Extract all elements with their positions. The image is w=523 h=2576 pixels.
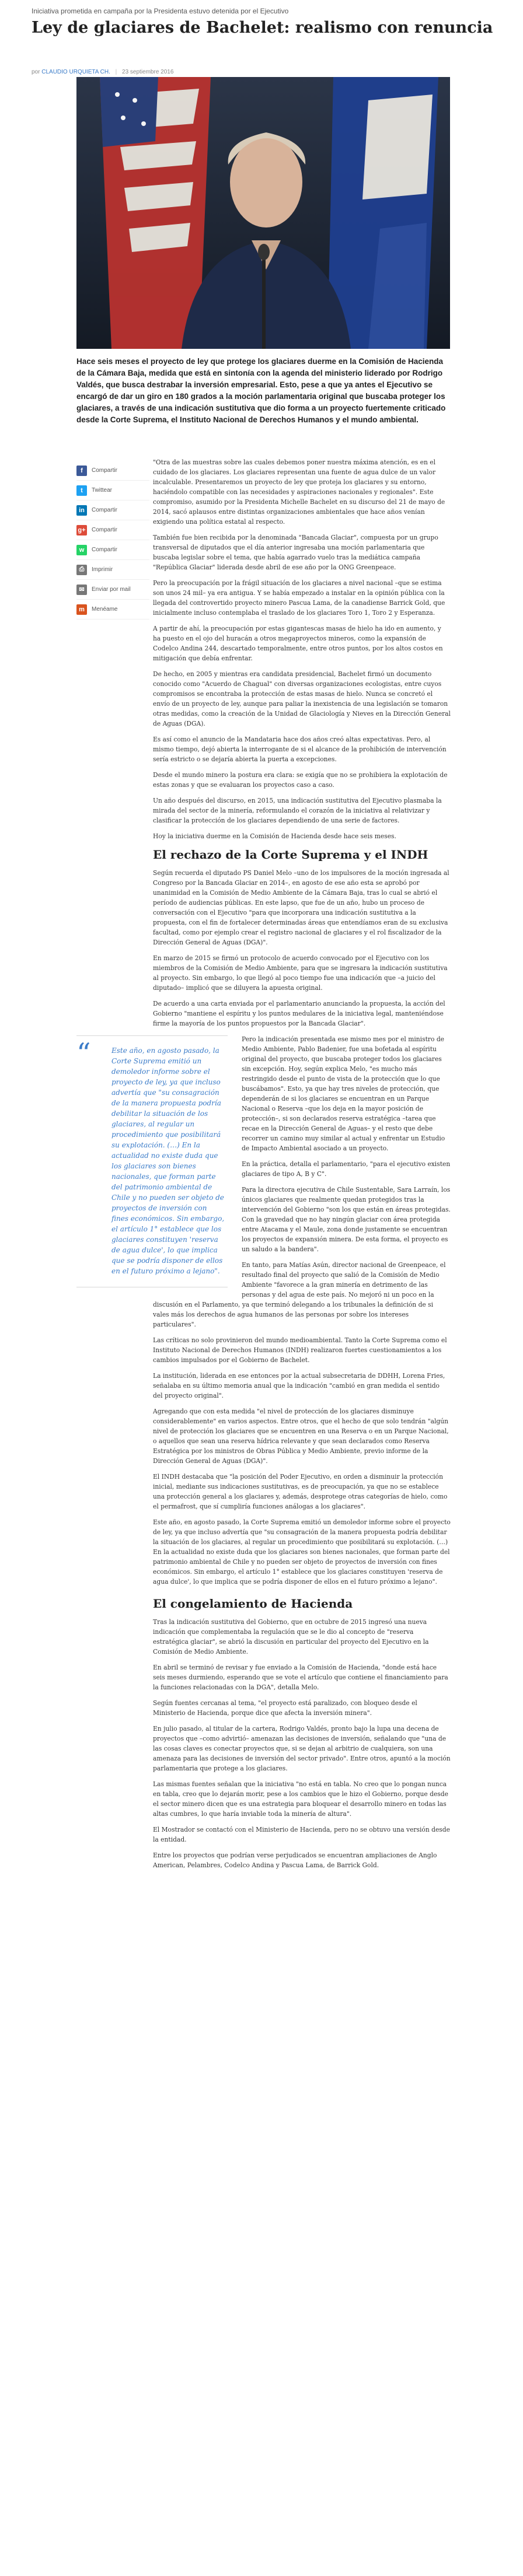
share-label: Compartir	[92, 527, 117, 533]
section-heading-corte: El rechazo de la Corte Suprema y el INDH	[153, 848, 428, 862]
paragraph: En tanto, para Matías Asún, director nacional de Greenpeace, el resultado final del proyecto que salió de la Comisión de Medio Ambiente "favorece a la gran minería en detrimento de las personas y del agua de este país. No mejoró ni un poco en la discusión en el Parlamento, ya que terminó delegando a los tribunales la definición de si vales más los derechos de agua humanos de las personas por sobre los intereses particulares".	[153, 1261, 446, 1328]
paragraph: En marzo de 2015 se firmó un protocolo de acuerdo convocado por el Ejecutivo con los miembros de la Comisión de Medio Ambiente, para que se ingresara la indicación sustitutiva al proyecto. Sin embargo, lo que llegó al poco tiempo fue una indicación que –a juicio del diputado– implicó que se diluyera la apuesta original.	[153, 954, 448, 992]
linkedin-icon: in	[76, 505, 87, 516]
pull-quote	[76, 1035, 228, 1287]
paragraph: Pero la preocupación por la frágil situación de los glaciares a nivel nacional –que se estima son unos 24 mil– ya era antigua. Y se había empezado a instalar en la opinión pública con la llegada del controvertido proyecto minero Pascua Lama, de la canadiense Barrick Gold, que inicialmente incluso contemplaba el traslado de los glaciares Toro 1, Toro 2 y Esperanza.	[153, 579, 445, 617]
share-button-googleplus[interactable]	[76, 520, 149, 540]
paragraph: Las mismas fuentes señalan que la iniciativa "no está en tabla. No creo que lo pongan nunca en tabla, creo que lo dejarán morir, pese a los cambios que le hizo el Gobierno, porque desde el sector minero dicen que es una estrategia para bloquear el desarrollo minero en todas las altas cumbres, lo que haría inviable toda la minería de altura".	[153, 1780, 448, 1818]
paragraph: En julio pasado, al titular de la cartera, Rodrigo Valdés, pronto bajo la lupa una decena de proyectos que –como advirtió– amenazan las decisiones de inversión, señalando que "una de las cosas claves es conectar proyectos que, si se dejan al arbitrio de cualquiera, son una amenaza para las decisiones de inversión del sector privado". Entre otros, apuntó a la moción parlamentaria que protege a los glaciares.	[153, 1725, 451, 1772]
share-sidebar	[76, 461, 149, 620]
paragraph: Tras la indicación sustitutiva del Gobierno, que en octubre de 2015 ingresó una nueva indicación que complementaba la regulación que se le dio al concepto de "reserva estratégica glaciar", se abrió la discusión en particular del proyecto del Ejecutivo en la Comisión de Medio Ambiente.	[153, 1618, 429, 1656]
paragraph: Es así como el anuncio de la Mandataria hace dos años creó altas expectativas. Pero, al mismo tiempo, dejó abierta la interrogante de si el alcance de la prohibición de intervención sería estricto o se dejaría abierta la puerta a excepciones.	[153, 736, 447, 763]
share-label: Menéame	[92, 606, 118, 612]
paragraph: En la práctica, detalla el parlamentario, "para el ejecutivo existen glaciares de tipo A, B y C".	[242, 1160, 451, 1178]
share-button-mail[interactable]	[76, 580, 149, 600]
paragraph: La institución, liderada en ese entonces por la actual subsecretaria de DDHH, Lorena Fries, señalaba en su último memoria anual que la indicación "cambió en gran medida el sentido del proyecto original".	[153, 1372, 445, 1399]
share-label: Twittear	[92, 487, 113, 494]
section-corte-top	[153, 868, 451, 1028]
share-label: Imprimir	[92, 566, 113, 573]
paragraph: También fue bien recibida por la denominada "Bancada Glaciar", compuesta por un grupo transversal de diputados que el día anterior ingresaba una moción parlamentaria que buscaba legislar sobre el tema, que había agarrado vuelo tras la mediática campaña "República Glaciar" liderada desde abril de ese año por la ONG Greenpeace.	[153, 534, 438, 571]
share-label: Compartir	[92, 507, 117, 513]
meneame-icon: m	[76, 604, 87, 615]
byline-separator: |	[115, 69, 117, 75]
share-label: Compartir	[92, 547, 117, 553]
hero-image	[76, 77, 450, 349]
whatsapp-icon: w	[76, 545, 87, 555]
share-button-whatsapp[interactable]	[76, 540, 149, 560]
mail-icon: ✉	[76, 584, 87, 595]
paragraph: A partir de ahí, la preocupación por estas gigantescas masas de hielo ha ido en aumento, y ha puesto en el ojo del huracán a otros megaproyectos mineros, como la expansión de Codelco Andina 244, descartado temporalmente, entre otros puntos, por los altos costos en mitigación que debía enfrentar.	[153, 625, 443, 662]
paragraph: Pero la indicación presentada ese mismo mes por el ministro de Medio Ambiente, Pablo Badenier, fue una bofetada al espíritu original del proyecto, que buscaba proteger todos los glaciares sin excepción. Hoy, según explica Melo, "es mucho más restringido desde el punto de vista de la protección que lo que buscábamos". Esto, ya que hay tres niveles de protección, que dependerán de si los glaciares se encuentran en un Parque Nacional o Reserva –que los deja en la mayor posición de protección–, si son declarados reserva estratégica –tarea que recae en la Dirección General de Aguas– y el resto que debe recorrer un camino muy similar al actual y enfrentar un Estudio de Impacto Ambiental asociado a un proyecto.	[242, 1035, 445, 1152]
section-intro	[153, 457, 451, 841]
paragraph: De hecho, en 2005 y mientras era candidata presidencial, Bachelet firmó un documento conocido como "Acuerdo de Chagual" con diversas organizaciones ecologistas, entre cuyos compromisos se encontraba la protección de estas masas de hielo. Nunca se concretó el envío de un proyecto de ley, aunque para paliar la inexistencia de una legislación se tomaron otras medidas, como la creación de la Unidad de Glaciología y Nieves en la Dirección General de Aguas (DGA).	[153, 670, 451, 727]
facebook-icon: f	[76, 466, 87, 476]
paragraph: Las críticas no solo provinieron del mundo medioambiental. Tanto la Corte Suprema como el Instituto Nacional de Derechos Humanos (INDH) realizaron fuertes cuestionamientos a los cambios impulsados por el Gobierno de Bachelet.	[153, 1336, 447, 1364]
section-heading-hacienda: El congelamiento de Hacienda	[153, 1597, 353, 1611]
print-icon: ⎙	[76, 565, 87, 575]
paragraph: Desde el mundo minero la postura era clara: se exigía que no se prohibiera la explotación de estas zonas y que se evaluaran los proyectos caso a caso.	[153, 771, 448, 789]
author-link[interactable]: CLAUDIO URQUIETA CH.	[41, 69, 110, 75]
paragraph: Entre los proyectos que podrían verse perjudicados se encuentran ampliaciones de Anglo American, Pelambres, Codelco Andina y Pascua Lama, de Barrick Gold.	[153, 1852, 437, 1869]
paragraph: El Mostrador se contactó con el Ministerio de Hacienda, pero no se obtuvo una versión desde la entidad.	[153, 1826, 450, 1843]
paragraph: Hoy la iniciativa duerme en la Comisión de Hacienda desde hace seis meses.	[153, 832, 396, 840]
photo-portrait-icon	[76, 77, 450, 349]
twitter-icon: t	[76, 485, 87, 496]
paragraph: Para la directora ejecutiva de Chile Sustentable, Sara Larraín, los únicos glaciares que realmente quedan protegidos tras la intervención del Gobierno "son los que están en áreas protegidas. Con la gravedad que no hay ningún glaciar con área protegida entre Atacama y el Maule, zona donde justamente se encuentran los proyectos de expansión minera. De esta forma, el proyecto es un saludo a la bandera".	[242, 1186, 451, 1253]
share-button-twitter[interactable]	[76, 481, 149, 501]
headline: Ley de glaciares de Bachelet: realismo con renuncia	[32, 19, 493, 37]
paragraph: Un año después del discurso, en 2015, una indicación sustitutiva del Ejecutivo plasmaba la mirada del sector de la minería, reformulando el corazón de la iniciativa al relativizar y clasificar la protección de los glaciares dependiendo de una serie de factores.	[153, 797, 442, 824]
paragraph: En abril se terminó de revisar y fue enviado a la Comisión de Hacienda, "donde está hace seis meses durmiendo, esperando que se vote el artículo que contiene el financiamiento para la funciones relacionadas con la DGA", detalla Melo.	[153, 1664, 448, 1691]
section-hacienda	[153, 1617, 451, 1870]
paragraph: De acuerdo a una carta enviada por el parlamentario anunciando la propuesta, la acción del Gobierno "mantiene el espíritu y los puntos medulares de la iniciativa legal, manteniéndose firme la mayoría de los puntos propuestos por la Bancada Glaciar".	[153, 1000, 445, 1027]
paragraph: Este año, en agosto pasado, la Corte Suprema emitió un demoledor informe sobre el proyecto de ley, ya que incluso advertía que "su consagración de la manera propuesta podría debilitar la situación de los glaciares, al regular un procedimiento que posibilitará su explotación. (…) En la actualidad no existe duda que los glaciares son bienes nacionales, que forman parte del patrimonio ambiental de Chile y no pueden ser objeto de proyectos de inversión con fines económicos. Sin embargo, el artículo 1° establece que los glaciares constituyen 'reserva de agua dulce', lo que implica que se podría disponer de ellos en el futuro próximo a lejano".	[153, 1518, 451, 1586]
share-label: Enviar por mail	[92, 586, 131, 593]
share-label: Compartir	[92, 467, 117, 474]
pull-quote-text: Este año, en agosto pasado, la Corte Suprema emitió un demoledor informe sobre el proyecto de ley, ya que incluso advertía que "su consagración de la manera propuesta podría debilitar la situación de los glaciares, al regular un procedimiento que posibilitará su explotación. (…) En la actualidad no existe duda que los glaciares son bienes nacionales, que forman parte del patrimonio ambiental de Chile y no pueden ser objeto de proyectos de inversión con fines económicos. Sin embargo, el artículo 1° establece que los glaciares constituyen 'reserva de agua dulce', lo que implica que se podría disponer de ellos en el futuro próximo a lejano".	[111, 1046, 225, 1275]
googleplus-icon: g+	[76, 525, 87, 536]
paragraph: Según fuentes cercanas al tema, "el proyecto está paralizado, con bloqueo desde el Ministerio de Hacienda, porque dice que afecta la inversión minera".	[153, 1699, 417, 1717]
paragraph: Agregando que con esta medida "el nivel de protección de los glaciares disminuye considerablemente" en varios aspectos. Entre otros, que el hecho de que solo tendrán "algún nivel de protección los glaciares que se encuentren en una Reserva o en un Parque Nacional, o aquellos que sean una reserva hídrica relevante y que sean declarados como Reserva Estratégica por los ministros de Obras Pública y Medio Ambiente, previo informe de la Dirección General de Aguas (DGA)".	[153, 1408, 449, 1465]
paragraph: El INDH destacaba que "la posición del Poder Ejecutivo, en orden a disminuir la protección inicial, mediante sus indicaciones sustitutivas, es de preocupación, ya que no se establece una protección general a los glaciares y, además, desprotege otras categorías de hielo, como el permafrost, que sí cumpliría funciones análogas a los glaciares".	[153, 1473, 448, 1510]
share-button-linkedin[interactable]	[76, 501, 149, 520]
byline-prefix: por	[32, 69, 40, 75]
share-button-facebook[interactable]	[76, 461, 149, 481]
paragraph: Según recuerda el diputado PS Daniel Melo –uno de los impulsores de la moción ingresada al Congreso por la Bancada Glaciar en 2014–, en agosto de ese año esta se aprobó por unanimidad en la Comisión de Medio Ambiente de la Cámara Baja, tras lo cual se abrió el período de audiencias públicas. En este lapso, que fue de un año, hubo un proceso de conversación con el Ejecutivo "para que incorporara una indicación sustitutiva a la propuesta, con el fin de fortalecer determinadas áreas que entendíamos eran de su exclusiva facultad, como por ejemplo crear el registro nacional de glaciares y el rol fiscalizador de la Dirección General de Aguas (DGA)".	[153, 869, 449, 946]
quote-mark-icon: “	[76, 1037, 91, 1070]
lead-paragraph: Hace seis meses el proyecto de ley que protege los glaciares duerme en la Comisión de Hacienda de la Cámara Baja, medida que está en sintonía con la agenda del ministerio liderado por Rodrigo Valdés, que busca destrabar la inversión empresarial. Esto, pese a que ya antes el Ejecutivo se encargó de dar un giro en 180 grados a la moción parlamentaria original que buscaba proteger los glaciares, a través de una indicación sustitutiva que dio forma a un proyecto fuertemente criticado desde la Corte Suprema, el Instituto Nacional de Derechos Humanos y el mundo ambiental.	[76, 357, 446, 424]
publish-date: 23 septiembre 2016	[122, 69, 174, 75]
kicker: Iniciativa prometida en campaña por la Presidenta estuvo detenida por el Ejecutivo	[32, 7, 289, 15]
share-button-meneame[interactable]	[76, 600, 149, 620]
paragraph: "Otra de las muestras sobre las cuales debemos poner nuestra máxima atención, es en el cuidado de los glaciares. Los glaciares representan una fuente de agua dulce de un valor incalculable. Presentaremos un proyecto de ley que proteja los glaciares y su entorno, haciéndolo compatible con las necesidades y aspiraciones nacionales y regionales". Este compromiso, asumido por la Presidenta Michelle Bachelet en su discurso del 21 de mayo de 2014, sacó aplausos entre distintas organizaciones ambientales que hace años venían exigiendo una política estatal al respecto.	[153, 459, 445, 526]
byline	[32, 69, 173, 75]
share-button-print[interactable]	[76, 560, 149, 580]
